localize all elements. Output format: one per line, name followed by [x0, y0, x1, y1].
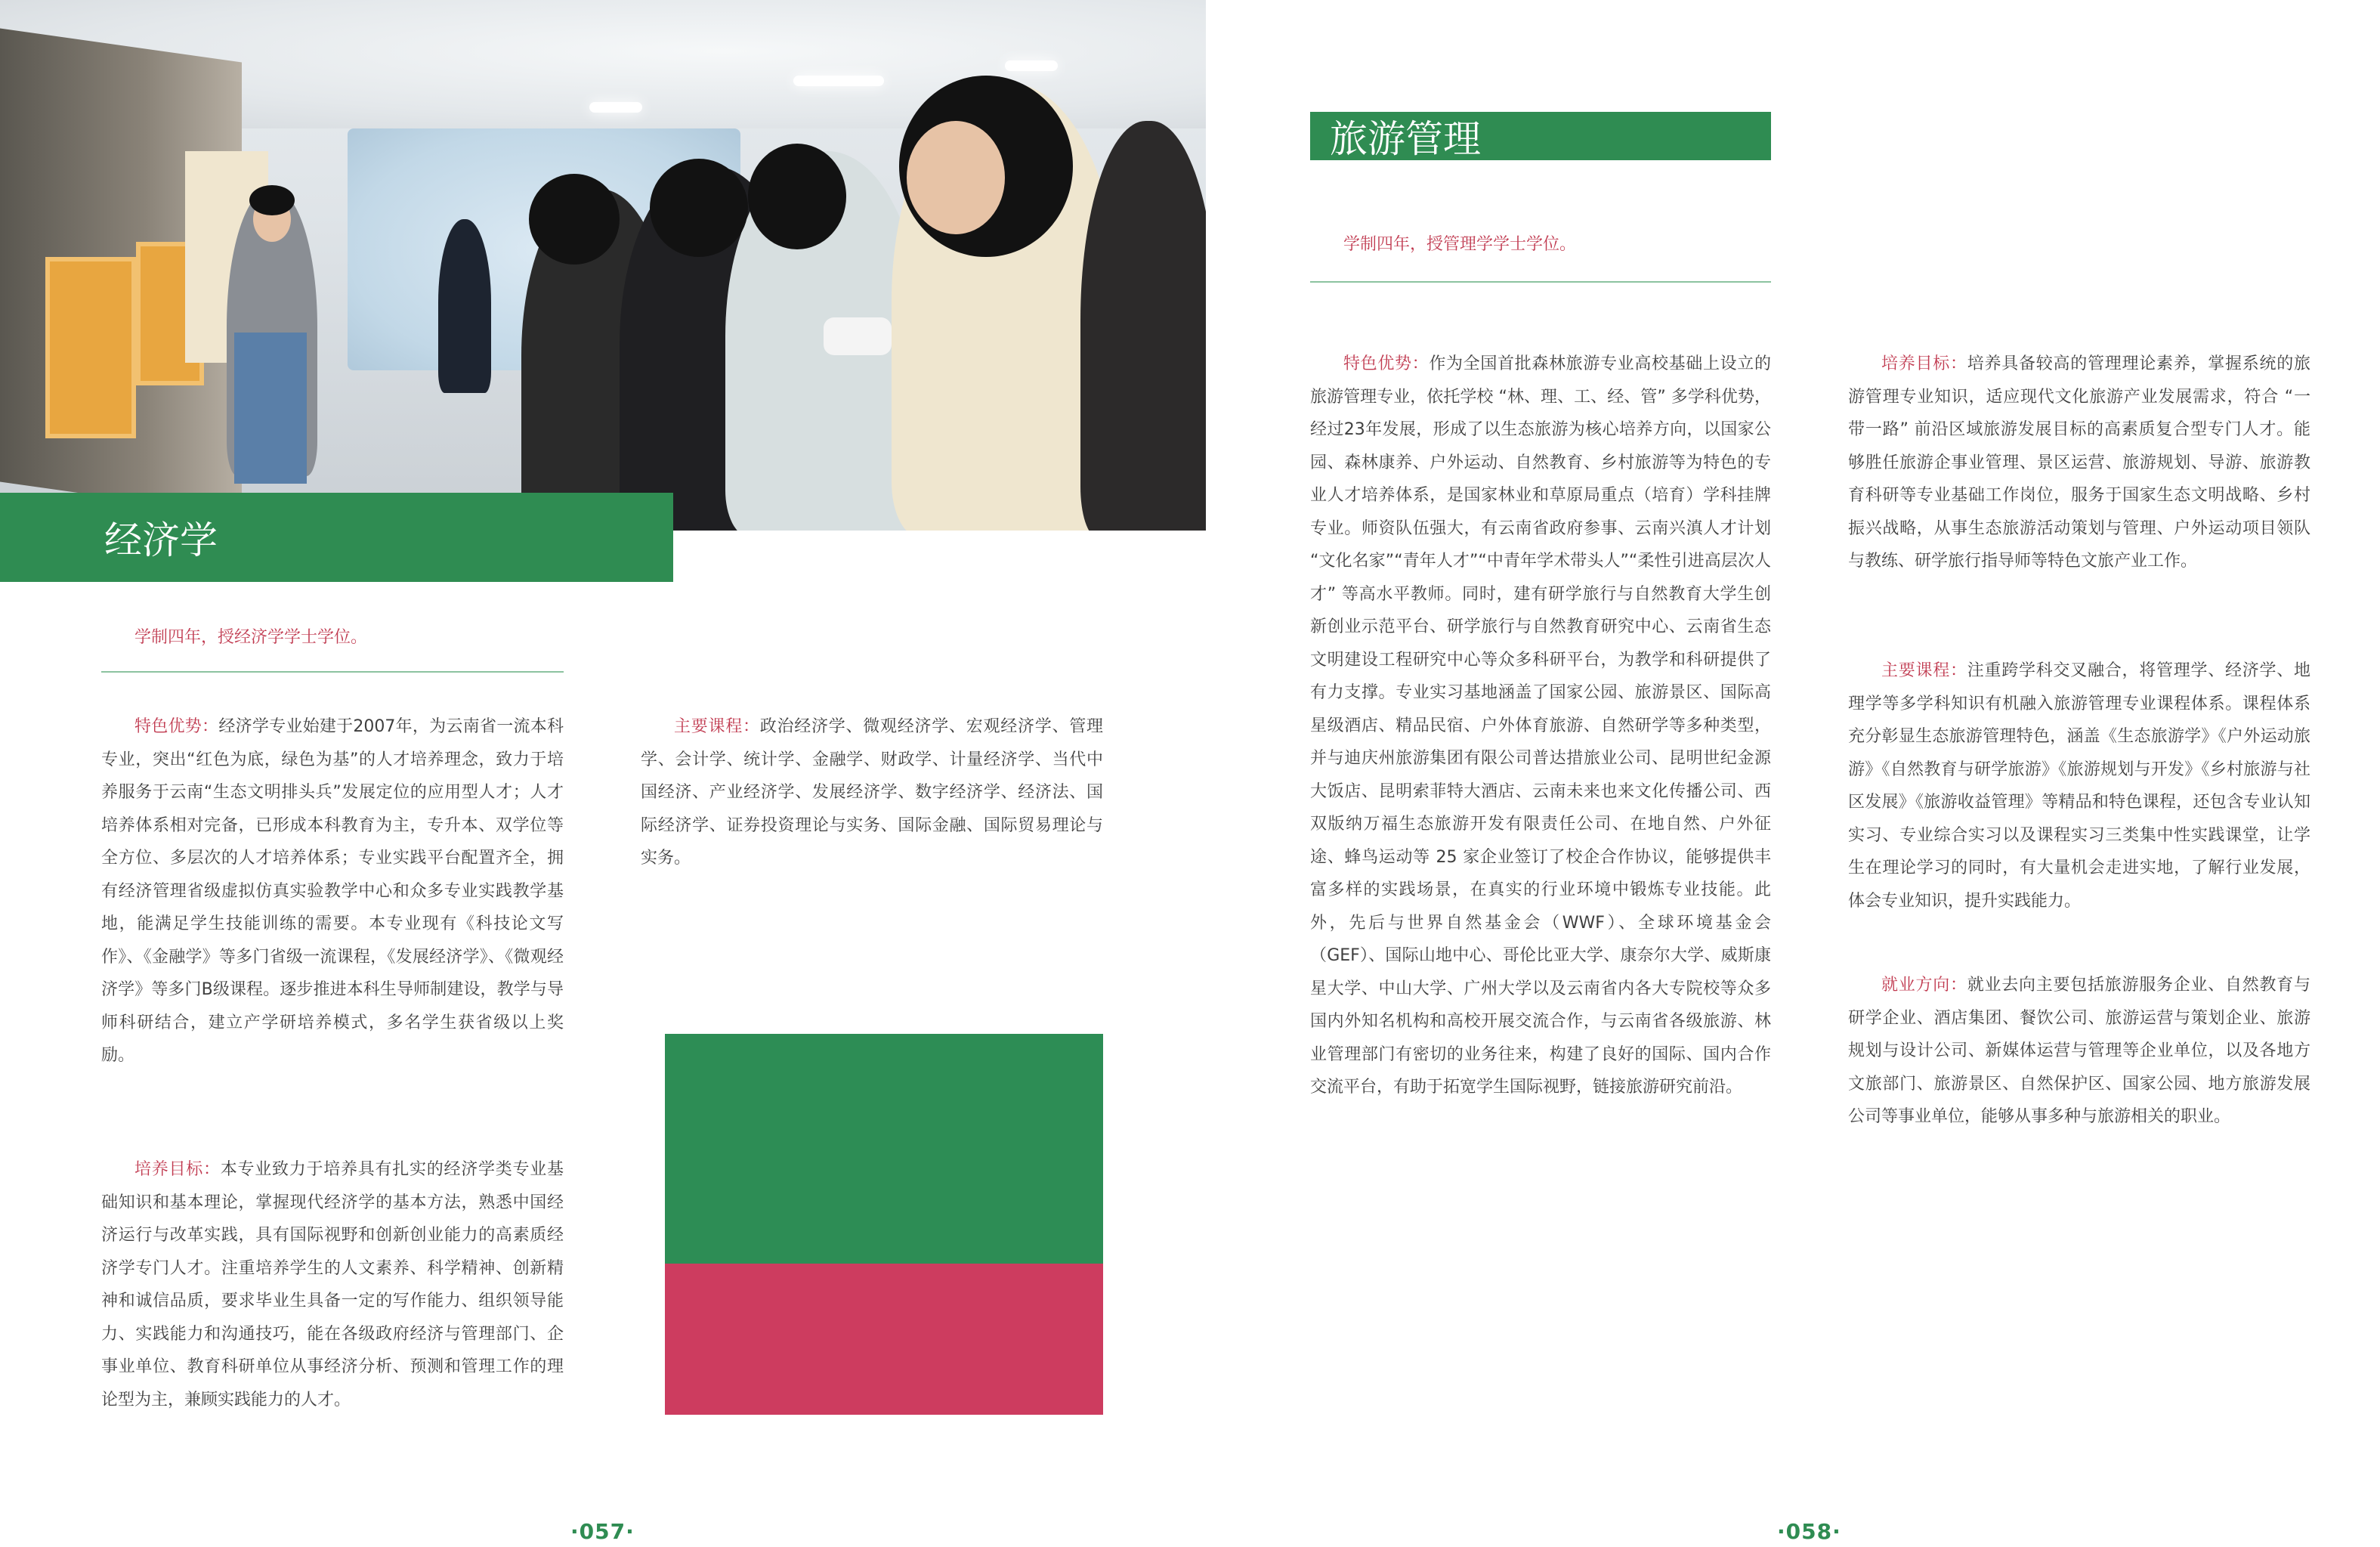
paragraph-label: 培养目标： — [1881, 354, 1967, 373]
photo-hair — [529, 174, 620, 265]
photo-hair — [748, 144, 846, 249]
paragraph-label: 就业方向： — [1881, 976, 1967, 995]
paragraph-text: 就业去向主要包括旅游服务企业、自然教育与研学企业、酒店集团、餐饮公司、旅游运营与策划企业、旅游规划与设计公司、新媒体运营与管理等企业单位，以及各地方文旅部门、旅游景区、自然保护区、国家公园、地方旅游发展公司等事业单位，能够从事多种与旅游相关的职业。 — [1848, 976, 2310, 1126]
decorative-green-block — [665, 1034, 1103, 1264]
page-number-left: ·057· — [570, 1519, 635, 1544]
paragraph-text: 本专业致力于培养具有扎实的经济学类专业基础知识和基本理论，掌握现代经济学的基本方法，熟悉中国经济运行与改革实践，具有国际视野和创新创业能力的高素质经济学专门人才。注重培养学生的人文素养、科学精神、创新精神和诚信品质，要求毕业生具备一定的写作能力、组织领导能力、实践能力和沟通技巧，能在各级政府经济与管理部门、企事业单位、教育科研单位从事经济分析、预测和管理工作的理论型为主，兼顾实践能力的人才。 — [101, 1160, 564, 1409]
photo-ceiling-lamp — [1005, 60, 1058, 71]
paragraph-text: 政治经济学、微观经济学、宏观经济学、管理学、会计学、统计学、金融学、财政学、计量经济学、当代中国经济、产业经济学、发展经济学、数字经济学、经济法、国际经济学、证券投资理论与实务、国际金融、国际贸易理论与实务。 — [641, 717, 1103, 868]
paragraph-text: 经济学专业始建于2007年，为云南省一流本科专业，突出“红色为底，绿色为基”的人才培养理念，致力于培养服务于云南“生态文明排头兵”发展定位的应用型人才；人才培养体系相对完备，已形成本科教育为主，专升本、双学位等全方位、多层次的人才培养体系；专业实践平台配置齐全，拥有经济管理省级虚拟仿真实验教学中心和众多专业实践教学基地，能满足学生技能训练的需要。本专业现有《科技论文写作》、《金融学》等多门省级一流课程，《发展经济学》、《微观经济学》等多门B级课程。逐步推进本科生导师制建设，教学与导师科研结合，建立产学研培养模式，多名学生获省级以上奖励。 — [101, 717, 564, 1065]
photo-face — [907, 121, 1005, 234]
photo-guide-legs — [234, 333, 307, 484]
paragraph-objectives — [1848, 348, 2310, 578]
paragraph-features — [1310, 348, 1771, 1104]
photo-exhibit-board — [45, 257, 136, 438]
paragraph-courses — [1848, 654, 2310, 917]
paragraph-label: 培养目标： — [134, 1160, 221, 1179]
divider-rule — [101, 671, 564, 673]
photo-student-figure — [1080, 121, 1206, 531]
paragraph-text: 作为全国首批森林旅游专业高校基础上设立的旅游管理专业，依托学校 “林、理、工、经、管” 多学科优势，经过23年发展，形成了以生态旅游为核心培养方向，以国家公园、森林康养、户外运动、自然教育、乡村旅游等为特色的专业人才培养体系，是国家林业和草原局重点（培育）学科挂牌专业。师资队伍强大，有云南省政府参事、云南兴滇人才计划 “文化名家”“青年人才”“中青年学术带头人”“柔性引进高层次人才” 等高水平教师。同时，建有研学旅行与自然教育大学生创新创业示范平台、研学旅行与自然教育研究中心、云南省生态文明建设工程研究中心等众多科研平台，为教学和科研提供了有力支撑。专业实习基地涵盖了国家公园、旅游景区、国际高星级酒店、精品民宿、户外体育旅游、自然研学等多种类型，并与迪庆州旅游集团有限公司普达措旅业公司、昆明世纪金源大饭店、昆明索菲特大酒店、云南未来也来文化传播公司、西双版纳万福生态旅游开发有限责任公司、在地自然、户外征途、蜂鸟运动等 25 家企业签订了校企合作协议，能够提供丰富多样的实践场景，在真实的行业环境中锻炼专业技能。此外，先后与世界自然基金会（WWF）、全球环境基金会（GEF）、国际山地中心、哥伦比亚大学、康奈尔大学、威斯康星大学、中山大学、广州大学以及云南省内各大专院校等众多国内外知名机构和高校开展交流合作，与云南省各级旅游、林业管理部门有密切的业务往来，构建了良好的国际、国内合作交流平台，有助于拓宽学生国际视野，链接旅游研究前沿。 — [1310, 354, 1771, 1097]
exhibition-photo — [0, 0, 1206, 531]
section-header-economics — [0, 493, 673, 582]
paragraph-label: 特色优势： — [1343, 354, 1430, 373]
photo-hair — [249, 185, 295, 215]
degree-subtitle: 学制四年，授管理学学士学位。 — [1343, 235, 1577, 254]
photo-ceiling-lamp — [589, 102, 642, 113]
divider-rule — [1310, 281, 1771, 283]
paragraph-label: 特色优势： — [134, 717, 219, 736]
paragraph-courses — [641, 710, 1103, 875]
photo-student-figure — [438, 219, 491, 393]
paragraph-objectives — [101, 1153, 564, 1416]
section-title: 旅游管理 — [1330, 117, 1481, 161]
paragraph-label: 主要课程： — [1881, 661, 1967, 680]
paragraph-text: 培养具备较高的管理理论素养，掌握系统的旅游管理专业知识，适应现代文化旅游产业发展需求，符合 “一带一路” 前沿区域旅游发展目标的高素质复合型专门人才。能够胜任旅游企事业管理、景区运营、旅游规划、导游、旅游教育科研等专业基础工作岗位，服务于国家生态文明战略、乡村振兴战略，从事生态旅游活动策划与管理、户外运动项目领队与教练、研学旅行指导师等特色文旅产业工作。 — [1848, 354, 2310, 571]
section-header-tourism — [1310, 112, 1771, 160]
paragraph-text: 注重跨学科交叉融合，将管理学、经济学、地理学等多学科知识有机融入旅游管理专业课程体系。课程体系充分彰显生态旅游管理特色，涵盖《生态旅游学》《户外运动旅游》《自然教育与研学旅游》《旅游规划与开发》《乡村旅游与社区发展》《旅游收益管理》等精品和特色课程，还包含专业认知实习、专业综合实习以及课程实习三类集中性实践课堂，让学生在理论学习的同时，有大量机会走进实地，了解行业发展，体会专业知识，提升实践能力。 — [1848, 661, 2310, 911]
photo-ceiling-lamp — [793, 76, 884, 86]
paragraph-label: 主要课程： — [674, 717, 760, 736]
paragraph-careers — [1848, 969, 2310, 1134]
decorative-red-block — [665, 1264, 1103, 1415]
paragraph-features — [101, 710, 564, 1072]
page-number-right: ·058· — [1777, 1519, 1841, 1544]
photo-hair — [650, 159, 748, 257]
photo-phone — [824, 317, 892, 355]
section-title: 经济学 — [104, 518, 218, 562]
degree-subtitle: 学制四年，授经济学学士学位。 — [134, 628, 368, 647]
